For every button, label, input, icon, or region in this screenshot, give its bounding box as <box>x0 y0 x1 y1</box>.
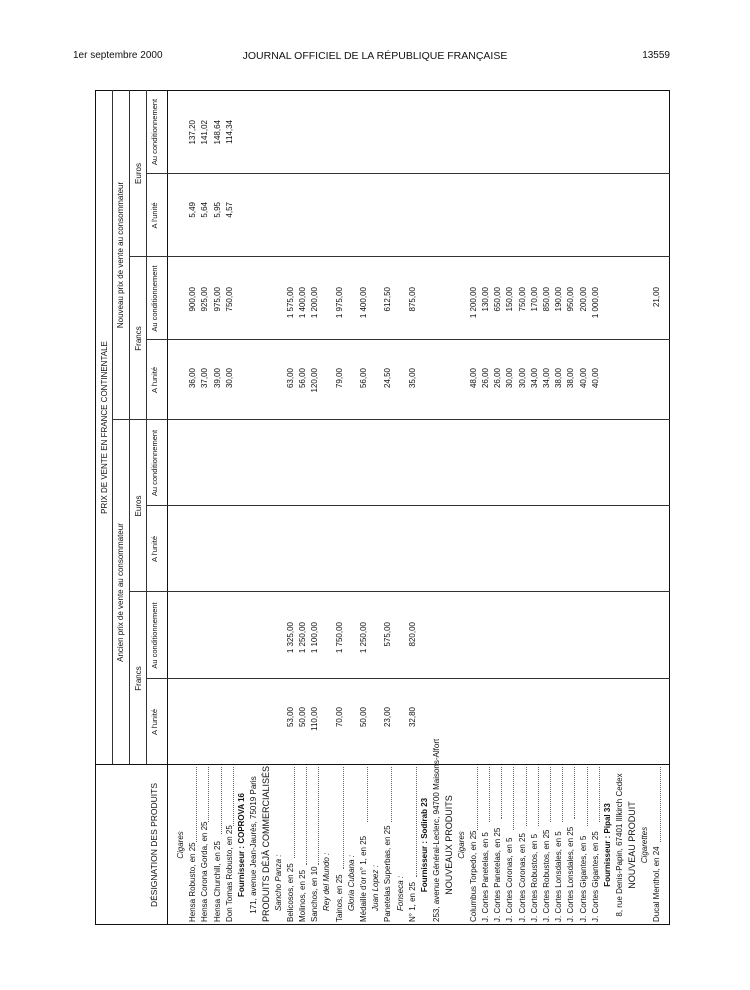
row-label: N° 1, en 25 <box>407 881 417 922</box>
price-cell-new-u: 38,00 <box>554 368 564 389</box>
row-label: J. Cortes Coronas, en 25 <box>517 833 527 922</box>
price-cell-old-u: 50,00 <box>298 707 307 728</box>
price-cell-new-u: 38,00 <box>566 368 576 389</box>
row-label: Ducal Menthol, en 24 <box>651 846 661 922</box>
price-cell-eu-u: 5,95 <box>212 202 222 218</box>
price-cell-new-c: 650,00 <box>493 287 503 312</box>
ancien-francs-header: Francs <box>134 666 143 691</box>
row-label: Tainos, en 25 <box>334 874 344 922</box>
row-label: J. Cortes Gigantes, en 5 <box>578 835 588 922</box>
page-number: 13559 <box>642 50 670 61</box>
price-cell-new-u: 34,00 <box>529 368 539 389</box>
price-cell-old-c: 1 100,00 <box>310 622 320 654</box>
row-label: J. Cortes Gigantes, en 25 <box>590 831 600 922</box>
price-cell-old-u: 70,00 <box>334 707 344 728</box>
price-cell-old-u: 32,80 <box>407 707 417 728</box>
dot-leader <box>306 767 307 865</box>
row-label: J. Cortes Panetelas, en 5 <box>481 832 490 922</box>
dot-leader <box>477 767 478 830</box>
row-label: J. Cortes Lonsdales, en 5 <box>554 831 564 922</box>
row-label: NOUVEAUX PRODUITS <box>444 795 455 895</box>
price-cell-eu-c: 141,02 <box>200 120 210 145</box>
price-cell-new-u: 35,00 <box>407 368 417 389</box>
price-cell-new-c: 21,00 <box>651 287 661 308</box>
nouveau-francs-header: Francs <box>134 326 143 351</box>
row-label: Rey del Mundo : <box>322 852 332 911</box>
price-cell-new-u: 26,00 <box>481 368 490 389</box>
old-fr-cond-header: Au conditionnement <box>150 602 159 669</box>
rotated-price-table <box>95 90 670 925</box>
price-cell-new-c: 190,00 <box>554 287 564 312</box>
price-cell-new-c: 850,00 <box>542 287 551 312</box>
dot-leader <box>526 767 527 826</box>
row-label: Fournisseur : Pipal 33 <box>603 803 612 887</box>
price-cell-new-u: 36,00 <box>188 368 198 389</box>
price-cell-new-c: 1 575,00 <box>285 287 295 319</box>
row-label: Cigares <box>456 831 466 859</box>
row-label: Panetelas Superbas, en 25 <box>383 825 393 922</box>
old-fr-unit-header: A l'unité <box>150 708 159 736</box>
price-cell-new-u: 30,00 <box>224 368 234 389</box>
row-label: Hensa Robusto, en 25 <box>188 842 198 922</box>
row-label: PRODUITS DÉJÀ COMMERCIALISÉS <box>261 765 272 922</box>
dot-leader <box>221 767 222 834</box>
price-cell-eu-c: 137,20 <box>188 120 198 145</box>
row-label: Hensa Churchill, en 25 <box>212 841 222 922</box>
price-cell-new-c: 1 400,00 <box>359 287 368 319</box>
row-label: NOUVEAU PRODUIT <box>627 801 638 889</box>
price-cell-new-u: 63,00 <box>285 368 295 389</box>
dot-leader <box>391 767 392 823</box>
prix-header: PRIX DE VENTE EN FRANCE CONTINENTALE <box>100 341 109 514</box>
nouveau-euros-header: Euros <box>134 163 143 184</box>
row-label: Columbus Torpedo, en 25 <box>468 830 478 922</box>
price-cell-new-c: 200,00 <box>578 287 588 312</box>
row-label: J. Cortes Lonsdales, en 25 <box>566 826 576 922</box>
row-label: Don Tomas Robusto, en 25 <box>224 825 234 922</box>
dot-leader <box>318 767 319 865</box>
dot-leader <box>538 767 539 826</box>
price-cell-new-c: 1 200,00 <box>310 287 320 319</box>
row-label: 253, avenue Général-Leclerc, 94700 Maisons-Alfort <box>432 738 442 922</box>
new-eu-cond-header: Au conditionnement <box>150 98 159 166</box>
price-cell-old-u: 50,00 <box>359 707 368 728</box>
price-cell-old-c: 575,00 <box>383 622 393 647</box>
price-cell-new-u: 37,00 <box>200 368 210 389</box>
price-cell-old-c: 1 325,00 <box>285 622 295 654</box>
ancien-euros-header: Euros <box>134 495 143 517</box>
price-cell-new-u: 56,00 <box>298 368 307 389</box>
dot-leader <box>562 767 563 823</box>
price-cell-eu-u: 5,49 <box>188 202 198 218</box>
price-cell-new-u: 48,00 <box>468 368 478 389</box>
row-label: J. Cortes Coronas, en 5 <box>505 837 515 922</box>
price-cell-new-u: 40,00 <box>578 368 588 389</box>
dot-leader <box>233 767 234 826</box>
price-cell-new-c: 975,00 <box>212 287 222 312</box>
dot-leader <box>587 767 588 826</box>
header-date: 1er septembre 2000 <box>73 50 163 61</box>
dot-leader <box>550 767 551 823</box>
price-cell-new-c: 750,00 <box>224 287 234 312</box>
row-label: Fonseca : <box>395 875 405 911</box>
price-cell-new-c: 170,00 <box>529 287 539 312</box>
price-cell-new-u: 30,00 <box>517 368 527 389</box>
price-cell-new-u: 79,00 <box>334 368 344 389</box>
nouveau-header: Nouveau prix de vente au consommateur <box>116 181 125 329</box>
price-cell-new-c: 612,50 <box>383 287 393 312</box>
row-label: Hensa Corona Gorda, en 25 <box>200 821 210 922</box>
row-label: J. Cortes Robustos, en 5 <box>529 833 539 922</box>
price-cell-new-c: 150,00 <box>505 287 515 312</box>
dot-leader <box>343 767 344 869</box>
dot-leader <box>489 767 490 823</box>
new-eu-unit-header: A l'unité <box>150 202 159 229</box>
price-cell-new-u: 120,00 <box>310 368 320 393</box>
dot-leader <box>294 767 295 858</box>
price-cell-new-c: 1 975,00 <box>334 287 344 319</box>
price-cell-new-c: 1 000,00 <box>590 287 600 319</box>
dot-leader <box>367 767 368 823</box>
price-cell-new-u: 30,00 <box>505 368 515 389</box>
row-label: 171, avenue Jean-Jaurès, 75019 Paris <box>249 776 259 914</box>
price-cell-new-c: 900,00 <box>188 287 198 312</box>
row-label: J. Cortes Panetelas, en 25 <box>493 827 503 922</box>
old-eu-unit-header: A l'unité <box>150 535 159 563</box>
price-cell-new-c: 130,00 <box>481 287 490 312</box>
row-label: Molinos, en 25 <box>298 869 307 922</box>
price-cell-old-u: 23,00 <box>383 707 393 728</box>
row-label: Cigarettes <box>639 826 649 864</box>
price-cell-new-u: 40,00 <box>590 368 600 389</box>
old-eu-cond-header: Au conditionnement <box>150 429 159 497</box>
new-fr-cond-header: Au conditionnement <box>150 265 159 332</box>
price-cell-new-u: 24,50 <box>383 368 393 389</box>
row-label: Sancho Panza : <box>273 854 283 911</box>
price-cell-old-u: 53,00 <box>285 707 295 728</box>
row-label: Belicosos, en 25 <box>285 863 295 922</box>
price-cell-new-u: 56,00 <box>359 368 368 389</box>
row-label: Fournisseur : Sodirab 23 <box>420 797 429 893</box>
row-label: 8, rue Denis-Papin, 67401 Illkirch Cedex <box>615 773 625 917</box>
dot-leader <box>501 767 502 819</box>
journal-title: JOURNAL OFFICIEL DE LA RÉPUBLIQUE FRANÇAISE <box>242 50 508 62</box>
price-cell-new-c: 750,00 <box>517 287 527 312</box>
ancien-header: Ancien prix de vente au consommateur <box>116 523 125 662</box>
row-label: Fournisseur : COPROVA 16 <box>237 792 246 898</box>
price-cell-new-c: 950,00 <box>566 287 576 312</box>
price-cell-eu-u: 4,57 <box>224 202 234 218</box>
price-cell-new-c: 1 200,00 <box>468 287 478 319</box>
price-cell-new-c: 875,00 <box>407 287 417 312</box>
price-cell-old-c: 1 750,00 <box>334 622 344 654</box>
price-cell-new-c: 1 400,00 <box>298 287 307 319</box>
price-cell-new-u: 39,00 <box>212 368 222 389</box>
dot-leader <box>574 767 575 819</box>
row-label: Cigares <box>176 831 185 859</box>
dot-leader <box>513 767 514 830</box>
price-cell-old-c: 1 250,00 <box>298 622 307 654</box>
new-fr-unit-header: A l'unité <box>150 366 159 394</box>
price-cell-old-u: 110,00 <box>310 707 320 731</box>
dot-leader <box>416 767 417 877</box>
row-label: Médaille d'or n° 1, en 25 <box>359 835 368 922</box>
row-label: Juan Lopez : <box>371 865 381 911</box>
dot-leader <box>660 767 661 842</box>
dot-leader <box>196 767 197 842</box>
price-cell-new-c: 925,00 <box>200 287 210 312</box>
designation-header: DÉSIGNATION DES PRODUITS <box>149 782 159 908</box>
price-cell-eu-c: 148,64 <box>212 120 222 145</box>
dot-leader <box>599 767 600 823</box>
price-cell-eu-u: 5,64 <box>200 202 210 218</box>
price-cell-eu-c: 114,34 <box>224 120 234 144</box>
price-cell-new-u: 34,00 <box>542 368 551 389</box>
row-label: Gloria Cubana : <box>346 854 356 911</box>
row-label: J. Cortes Robustos, en 25 <box>542 829 551 922</box>
price-cell-old-c: 820,00 <box>407 622 417 647</box>
price-cell-old-c: 1 250,00 <box>359 622 368 654</box>
price-cell-new-u: 26,00 <box>493 368 503 389</box>
dot-leader <box>208 767 209 823</box>
row-label: Sanchos, en 10 <box>310 866 320 922</box>
